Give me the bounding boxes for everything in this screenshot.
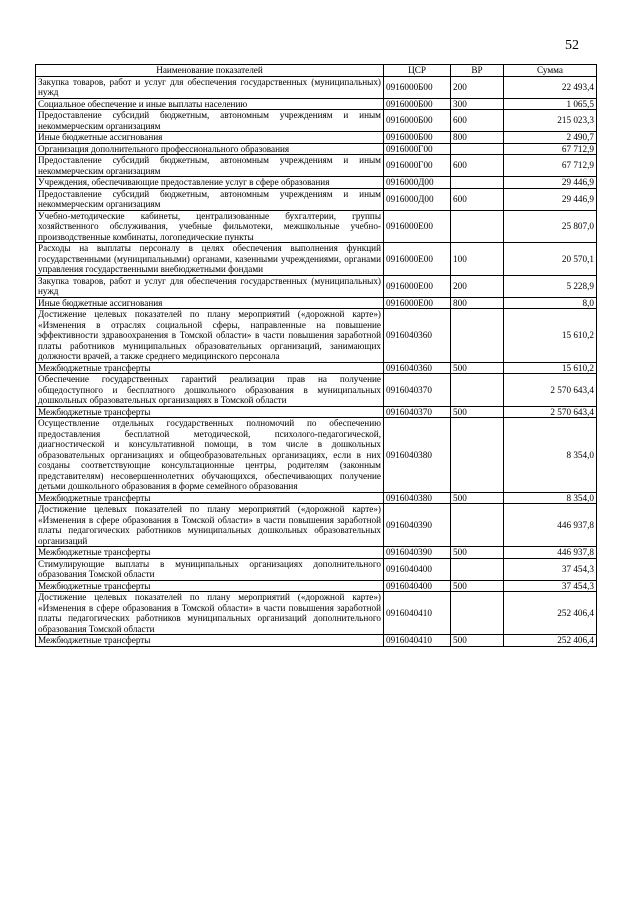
cell-csr: 0916000Е00 [384, 210, 451, 243]
cell-vr [451, 309, 504, 363]
table-row [36, 406, 597, 418]
cell-sum: 25 807,0 [504, 210, 597, 243]
table-row [36, 210, 597, 243]
table-row [36, 243, 597, 276]
cell-name: Стимулирующие выплаты в муниципальных организациях дополнительного образования Томской области [36, 558, 384, 580]
cell-vr: 500 [451, 492, 504, 504]
cell-name: Закупка товаров, работ и услуг для обеспечения государственных (муниципальных) нужд [36, 76, 384, 98]
cell-name: Иные бюджетные ассигнования [36, 297, 384, 309]
cell-name: Расходы на выплаты персоналу в целях обеспечения выполнения функций государственными (муниципальными) органами, казенными учреждениями, органами управления государственными внебюджетными фондами [36, 243, 384, 276]
cell-sum: 2 490,7 [504, 132, 597, 144]
cell-sum: 29 446,9 [504, 188, 597, 210]
table-row [36, 309, 597, 363]
cell-csr: 0916040370 [384, 374, 451, 407]
table-row [36, 98, 597, 110]
cell-csr: 0916040360 [384, 362, 451, 374]
cell-sum: 2 570 643,4 [504, 374, 597, 407]
cell-name: Достижение целевых показателей по плану мероприятий («дорожной карте») «Изменения в сфере образования в Томской области» в части повышения заработной платы педагогических работников муниципальных дошкольных образовательных организаций [36, 504, 384, 547]
cell-vr [451, 592, 504, 635]
cell-name: Учреждения, обеспечивающие предоставление услуг в сфере образования [36, 177, 384, 189]
table-row [36, 558, 597, 580]
cell-name: Социальное обеспечение и иные выплаты населению [36, 98, 384, 110]
cell-sum: 8 354,0 [504, 492, 597, 504]
cell-sum: 67 712,9 [504, 155, 597, 177]
cell-name: Предоставление субсидий бюджетным, автономным учреждениям и иным некоммерческим организациям [36, 155, 384, 177]
cell-name: Иные бюджетные ассигнования [36, 132, 384, 144]
cell-name: Межбюджетные трансферты [36, 547, 384, 559]
cell-vr [451, 210, 504, 243]
cell-vr: 200 [451, 76, 504, 98]
table-body [36, 76, 597, 646]
cell-sum: 37 454,3 [504, 580, 597, 592]
budget-table [35, 64, 597, 647]
cell-vr: 800 [451, 132, 504, 144]
cell-name: Достижение целевых показателей по плану мероприятий («дорожной карте») «Изменения в отраслях социальной сферы, направленные на повышение эффективности здравоохранения в Томской области» в части повышения заработной платы работников муниципальных образовательных организаций, занимающих должности врачей, а также среднего медицинского персонала [36, 309, 384, 363]
cell-csr: 0916040380 [384, 492, 451, 504]
cell-csr: 0916000Г00 [384, 155, 451, 177]
cell-name: Межбюджетные трансферты [36, 406, 384, 418]
cell-csr: 0916040390 [384, 547, 451, 559]
cell-csr: 0916000Б00 [384, 98, 451, 110]
cell-csr: 0916000Е00 [384, 275, 451, 297]
header-vr: ВР [451, 65, 504, 77]
cell-vr: 500 [451, 635, 504, 647]
cell-vr: 600 [451, 110, 504, 132]
cell-name: Межбюджетные трансферты [36, 492, 384, 504]
cell-sum: 8 354,0 [504, 418, 597, 493]
table-row [36, 177, 597, 189]
cell-sum: 252 406,4 [504, 635, 597, 647]
cell-csr: 0916040400 [384, 580, 451, 592]
cell-sum: 252 406,4 [504, 592, 597, 635]
cell-csr: 0916000Е00 [384, 243, 451, 276]
cell-name: Предоставление субсидий бюджетным, автономным учреждениям и иным некоммерческим организациям [36, 110, 384, 132]
cell-vr: 300 [451, 98, 504, 110]
cell-sum: 15 610,2 [504, 309, 597, 363]
cell-vr [451, 558, 504, 580]
cell-vr: 200 [451, 275, 504, 297]
cell-csr: 0916000Д00 [384, 188, 451, 210]
table-row [36, 547, 597, 559]
cell-vr: 600 [451, 188, 504, 210]
cell-csr: 0916040390 [384, 504, 451, 547]
table-row [36, 275, 597, 297]
cell-vr: 500 [451, 580, 504, 592]
cell-vr: 100 [451, 243, 504, 276]
cell-sum: 1 065,5 [504, 98, 597, 110]
cell-name: Закупка товаров, работ и услуг для обеспечения государственных (муниципальных) нужд [36, 275, 384, 297]
header-sum: Сумма [504, 65, 597, 77]
table-row [36, 76, 597, 98]
table-row [36, 374, 597, 407]
cell-vr: 600 [451, 155, 504, 177]
cell-csr: 0916000Б00 [384, 110, 451, 132]
cell-csr: 0916040380 [384, 418, 451, 493]
cell-sum: 22 493,4 [504, 76, 597, 98]
table-row [36, 592, 597, 635]
cell-sum: 2 570 643,4 [504, 406, 597, 418]
cell-csr: 0916000Г00 [384, 143, 451, 155]
cell-csr: 0916040410 [384, 592, 451, 635]
table-row [36, 155, 597, 177]
cell-csr: 0916040400 [384, 558, 451, 580]
cell-vr [451, 504, 504, 547]
table-row [36, 580, 597, 592]
cell-vr [451, 177, 504, 189]
cell-sum: 446 937,8 [504, 547, 597, 559]
cell-vr [451, 143, 504, 155]
table-row [36, 297, 597, 309]
cell-sum: 446 937,8 [504, 504, 597, 547]
table-header-row [36, 65, 597, 77]
cell-sum: 215 023,3 [504, 110, 597, 132]
table-row [36, 362, 597, 374]
table-row [36, 110, 597, 132]
cell-csr: 0916040410 [384, 635, 451, 647]
header-csr: ЦСР [384, 65, 451, 77]
cell-sum: 15 610,2 [504, 362, 597, 374]
cell-sum: 67 712,9 [504, 143, 597, 155]
header-name: Наименование показателей [36, 65, 384, 77]
cell-sum: 37 454,3 [504, 558, 597, 580]
table-row [36, 635, 597, 647]
cell-name: Межбюджетные трансферты [36, 635, 384, 647]
cell-sum: 5 228,9 [504, 275, 597, 297]
table-row [36, 143, 597, 155]
cell-name: Предоставление субсидий бюджетным, автономным учреждениям и иным некоммерческим организациям [36, 188, 384, 210]
cell-vr [451, 374, 504, 407]
table-row [36, 492, 597, 504]
cell-name: Обеспечение государственных гарантий реализации прав на получение общедоступного и бесплатного дошкольного образования в муниципальных дошкольных образовательных организациях в Томской области [36, 374, 384, 407]
cell-vr: 500 [451, 362, 504, 374]
cell-name: Осуществление отдельных государственных полномочий по обеспечению предоставления бесплатной методической, психолого-педагогической, диагностической и консультативной помощи, в том числе в дошкольных образовательных организациях и общеобразовательных организациях, если в них созданы соответствующие консультационные центры, родителям (законным представителям) несовершеннолетних обучающихся, обеспечивающих получение детьми дошкольного образования в форме семейного образования [36, 418, 384, 493]
cell-csr: 0916040370 [384, 406, 451, 418]
table-row [36, 188, 597, 210]
cell-csr: 0916000Е00 [384, 297, 451, 309]
cell-name: Достижение целевых показателей по плану мероприятий («дорожной карте») «Изменения в сфере образования в Томской области» в части повышения заработной платы педагогических работников муниципальных организаций дополнительного образования Томской области [36, 592, 384, 635]
cell-csr: 0916000Б00 [384, 132, 451, 144]
cell-csr: 0916040360 [384, 309, 451, 363]
cell-name: Организация дополнительного профессионального образования [36, 143, 384, 155]
cell-name: Межбюджетные трансферты [36, 580, 384, 592]
cell-vr: 800 [451, 297, 504, 309]
cell-csr: 0916000Д00 [384, 177, 451, 189]
page-number: 52 [565, 38, 579, 53]
cell-sum: 20 570,1 [504, 243, 597, 276]
cell-vr [451, 418, 504, 493]
table-row [36, 418, 597, 493]
cell-name: Учебно-методические кабинеты, централизованные бухгалтерии, группы хозяйственного обслуживания, учебные фильмотеки, межшкольные учебно-производственные комбинаты, логопедические пункты [36, 210, 384, 243]
table-row [36, 504, 597, 547]
table-row [36, 132, 597, 144]
cell-name: Межбюджетные трансферты [36, 362, 384, 374]
cell-csr: 0916000Б00 [384, 76, 451, 98]
cell-sum: 29 446,9 [504, 177, 597, 189]
cell-vr: 500 [451, 406, 504, 418]
cell-sum: 8,0 [504, 297, 597, 309]
cell-vr: 500 [451, 547, 504, 559]
